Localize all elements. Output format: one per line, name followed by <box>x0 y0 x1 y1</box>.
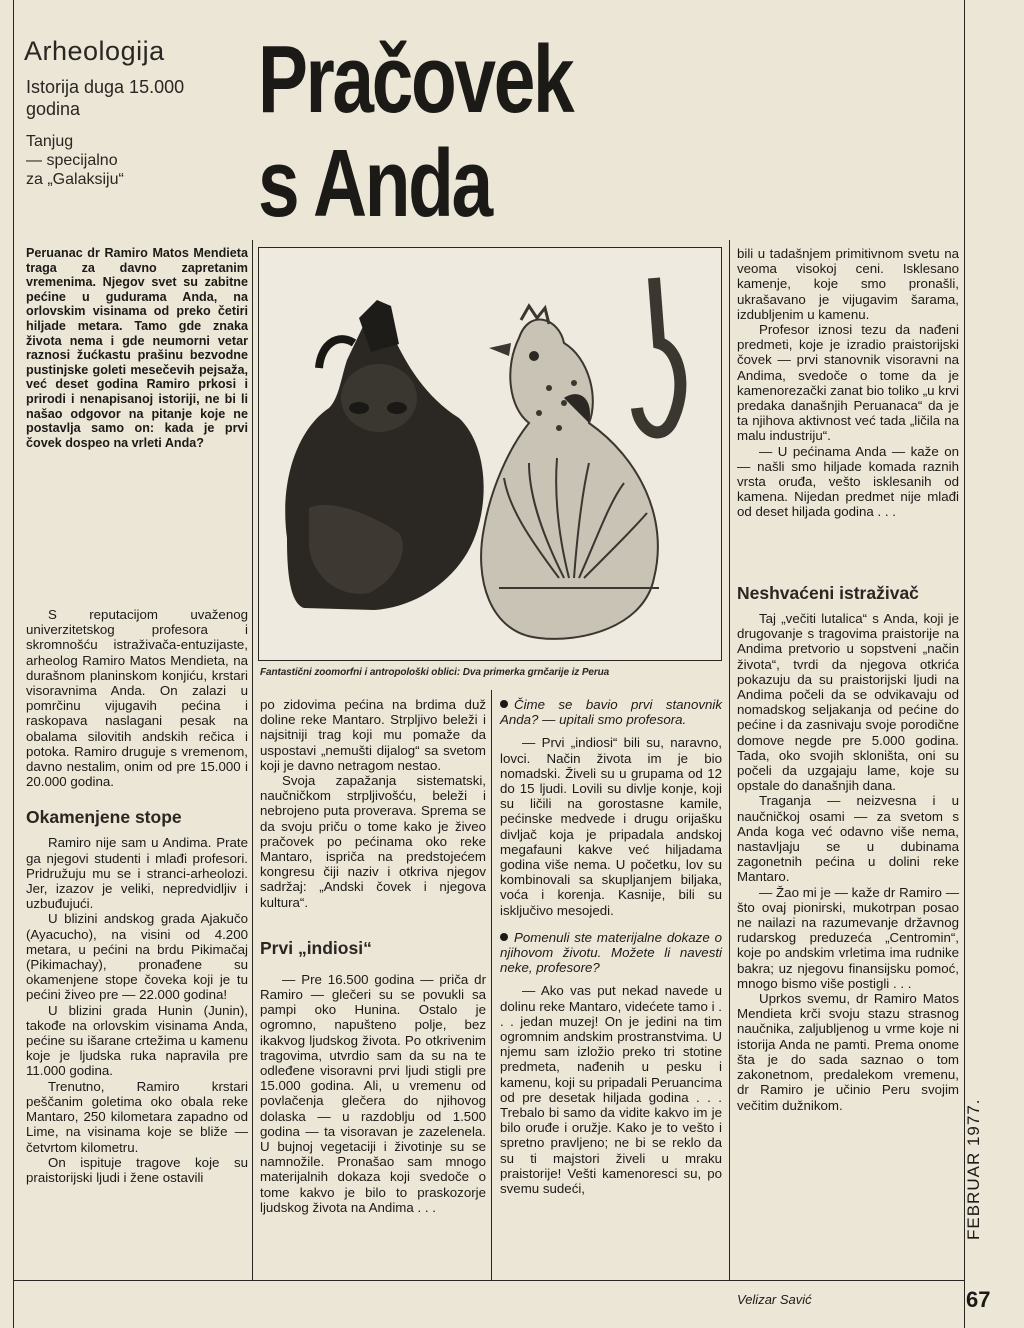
paragraph: — Ako vas put nekad navede u dolinu reke Mantaro, videćete tamo i . . . jedan muzej! On je jedini na tim ogromnim andskim prostranstvima. U njemu sam izložio preko tri stotine predmeta, nađenih u pesku i kamenu, koji su pripadali Peruancima od pre desetak hiljada godina . . . Trebalo bi samo da vidite kakvo im je bilo oruđe i oružje. Kako je to vešto i spretno pravljeno; ne bi se reklo da su ti majstori živeli u mraku praistorije! Vešti kamenoresci su, po svemu sudeći, <box>500 983 722 1197</box>
paragraph: Trenutno, Ramiro krstari peščanim goletima oko obala reke Mantaro, 250 kilometara zapadno od Lime, na visinama koje se bliže — četvrtom kilometru. <box>26 1078 248 1155</box>
paragraph: Uprkos svemu, dr Ramiro Matos Mendieta krči svoju stazu strasnog naučnika, zaljubljenog u vrme koje ni istorija Anda ne pamti. Prema onome šta je do sada saznao o tom zakonetnom, predalekom vremenu, dr Ramiro je učinio Peru svojim večitim dužnikom. <box>737 991 959 1113</box>
lead-text: Peruanac dr Ramiro Matos Mendieta traga za davno zapretanim vremenima. Njegov svet su zabitne pećine u gudurama Anda, na orlovskim visinama od preko četiri hiljade metara. Tamo gde znaka života nema i gde neumorni vetar raznosi žućkastu prašinu bezvodne pustinjske goleti mesečevih pejsaža, već deset godina Ramiro prkosi i prirodi i nenapisanoj istoriji, ne bi li našao odgovor na pitanje koje ne postavlja samo on: kada je prvi čovek dospeo na vrleti Anda? <box>26 246 248 450</box>
subheading: Neshvaćeni istraživač <box>737 583 919 603</box>
page-number: 67 <box>966 1287 991 1312</box>
left-rule <box>13 0 14 1328</box>
bottom-rule <box>13 1280 965 1281</box>
source-line: Tanjug <box>26 133 74 150</box>
question-text: Pomenuli ste materijalne dokaze o njihovom životu. Možete li navesti neke, profesore? <box>500 929 722 976</box>
paragraph: Ramiro nije sam u Andima. Prate ga njegovi studenti i mlađi profesori. Pridružuju mu se i stranci-arheolozi. Jer, izazov je veliki, nepredvidljiv i uzbuđujući. <box>26 835 248 912</box>
subtitle: Istorija duga 15.000 godina <box>26 77 185 119</box>
pottery-photo <box>258 247 722 661</box>
paragraph: — U pećinama Anda — kaže on — našli smo hiljade komada raznih vrsta oruđa, vešto isklesanih od kamena. Nijedan predmet nije mlađi od deset hiljada godina . . . <box>737 443 959 520</box>
headline-line: Pračovek <box>258 26 573 133</box>
headline <box>258 28 625 236</box>
paragraph: On ispituje tragove koje su praistorijski ljudi i žene ostavili <box>26 1154 248 1185</box>
paragraph: bili u tadašnjem primitivnom svetu na veoma visokoj ceni. Isklesano kamenje, koje smo pronašli, ukrašavano je vijugavim šarama, izdubljenim u kamenu. <box>737 246 959 322</box>
paragraph: Svoja zapažanja sistematski, naučničkom strpljivošću, beleži i nebrojeno puta proverava. Sprema se da svoju priču o tome kako je živeo pračovek po pećinama oko reke Mantaro, ispriča na predstojećem kongresu čiji naziv i otkriva njegov sadržaj: „Andski čovek i njegova kultura“. <box>260 773 486 910</box>
paragraph: Taj „večiti lutalica“ s Anda, koji je drugovanje s tragovima praistorije na Andima pretvorio u sopstveni „način života“, tvrdi da njegova otkrića pokazuju da su praistorijski ljudi na Andima počeli da se odvikavaju od nomadskog seljakanja od pećine do pećine i da zasnivaju svoje porodične domove negde pre 5.000 godina. Tada, oko svojih skloništa, oni su počeli da uzgajaju lame, koje su opstale do današnjih dana. <box>737 611 959 794</box>
paragraph: S reputacijom uvaženog univerzitetskog profesora i skromnošću istraživača-entuzijaste, arheolog Ramiro Matos Mendieta, na durašnom planinskom konjiću, krstari visoravnima Anda. On zalazi u pomrčinu vijugavih pećina i raskopava naslagani pesak na obalama silovitih andskih rečica i potoka. Ramiro druguje s vremenom, davno nestalim, onim od pre 15.000 i 20.000 godina. <box>26 607 248 790</box>
column-4-bottom <box>737 583 959 1113</box>
question <box>500 697 722 727</box>
column-rule-1 <box>252 240 253 1280</box>
subheading: Prvi „indiosi“ <box>260 937 372 958</box>
photo-caption: Fantastični zoomorfni i antropološki oblici: Dva primerka grnčarije iz Perua <box>260 667 610 678</box>
paragraph: Traganja — neizvesna i u naučničkoj osami — za svetom s Anda koga već odavno više nema, nastavljaju se u dubinama zagonetnih pećina u dolini reke Mantaro. <box>737 793 959 885</box>
source-line: — specijalno <box>26 152 118 169</box>
paragraph: — Žao mi je — kaže dr Ramiro — što ovaj pionirski, mukotrpan posao ne nailazi na razumevanje državnog rudarskog preduzeća „Centromin“, koje po andskim vrletima ima rudnike bakra; uz njegovu finansijsku pomoć, mnogo bismo više postigli . . . <box>737 884 959 991</box>
subheading: Okamenjene stope <box>26 807 182 828</box>
lead-paragraph <box>26 246 248 450</box>
column-2 <box>260 697 486 1215</box>
column-rule-2 <box>491 690 492 1280</box>
paragraph: Profesor iznosi tezu da nađeni predmeti, koje je izradio praistorijski čovek — prvi stanovnik visoravni na Andima, svedoče o tome da je kamenorezački zanat bio toliko „u krvi predaka današnjih Peruanaca“ da je ta njihova aktivnost već tada „ličila na malu industriju“. <box>737 322 959 444</box>
paragraph: U blizini andskog grada Ajakučo (Ayacucho), na visini od 4.200 metara, u pećini na brdu Pikimačaj (Pikimachay), pronađene su okamenjene stope čoveka koji je tu pećini živeo pre — 22.000 godina! <box>26 911 248 1003</box>
paragraph: U blizini grada Hunin (Junin), takođe na orlovskim visinama Anda, pećine su išarane crtežima u kamenu koje je ljudska ruka napravila pre 11.000 godina. <box>26 1002 248 1079</box>
column-rule-3 <box>729 240 730 1280</box>
source-line: za „Galaksiju“ <box>26 171 124 188</box>
bullet-icon <box>500 933 508 941</box>
paragraph: — Pre 16.500 godina — priča dr Ramiro — glečeri su se povukli sa pampi oko Hunina. Ostalo je ogromno, napušteno polje, bez ikakvog ljudskog života. Po otkrivenim tragovima, utvrdio sam da su na te odleđene visoravni prvi ljudi stigli pre 15.000 godina. Ali, u vremenu od povlačenja glečera do njihovog dolaska — u razdoblju od 1.500 godina — ta visoravan je zazelenela. U bujnoj vegetaciji i životinje su se namnožile. Pronašao sam mnogo materijalnih dokaza koji svedoče o tome kakvo je bilo to praskozorje ljudskog života na Andima . . . <box>260 971 486 1215</box>
column-1 <box>26 607 248 1185</box>
source-credit <box>26 132 226 189</box>
section-label: Arheologija <box>24 36 165 66</box>
column-4-top <box>737 246 959 520</box>
column-3 <box>500 697 722 1196</box>
paragraph: — Prvi „indiosi“ bili su, naravno, lovci. Način života im je bio nomadski. Živeli su u grupama od 12 do 15 ljudi. Lovili su divlje konje, koji su ličili na gorostasne kamile, pećinske medvede i drugu orijašku divljač koja je pripadala andskoj megafauni kakve već hiljadama godina više nema. U početku, lov su kombinovali sa skupljanjem biljaka, voća i korenja. Kasnije, bili su isključivo mesojedi. <box>500 735 722 918</box>
pottery-illustration <box>259 248 721 660</box>
author-byline: Velizar Savić <box>737 1292 812 1307</box>
headline-line: s Anda <box>258 130 491 237</box>
bullet-icon <box>500 700 508 708</box>
question-text: Čime se bavio prvi stanovnik Anda? — upitali smo profesora. <box>500 697 722 728</box>
paragraph: po zidovima pećina na brdima duž doline reke Mantaro. Strpljivo beleži i najsitniji trag koji mu pomaže da uspostavi „nemušti dijalog“ sa svetom koji je davno netragom nestao. <box>260 697 486 773</box>
issue-date: FEBRUAR 1977. <box>964 1098 983 1240</box>
question <box>500 930 722 976</box>
